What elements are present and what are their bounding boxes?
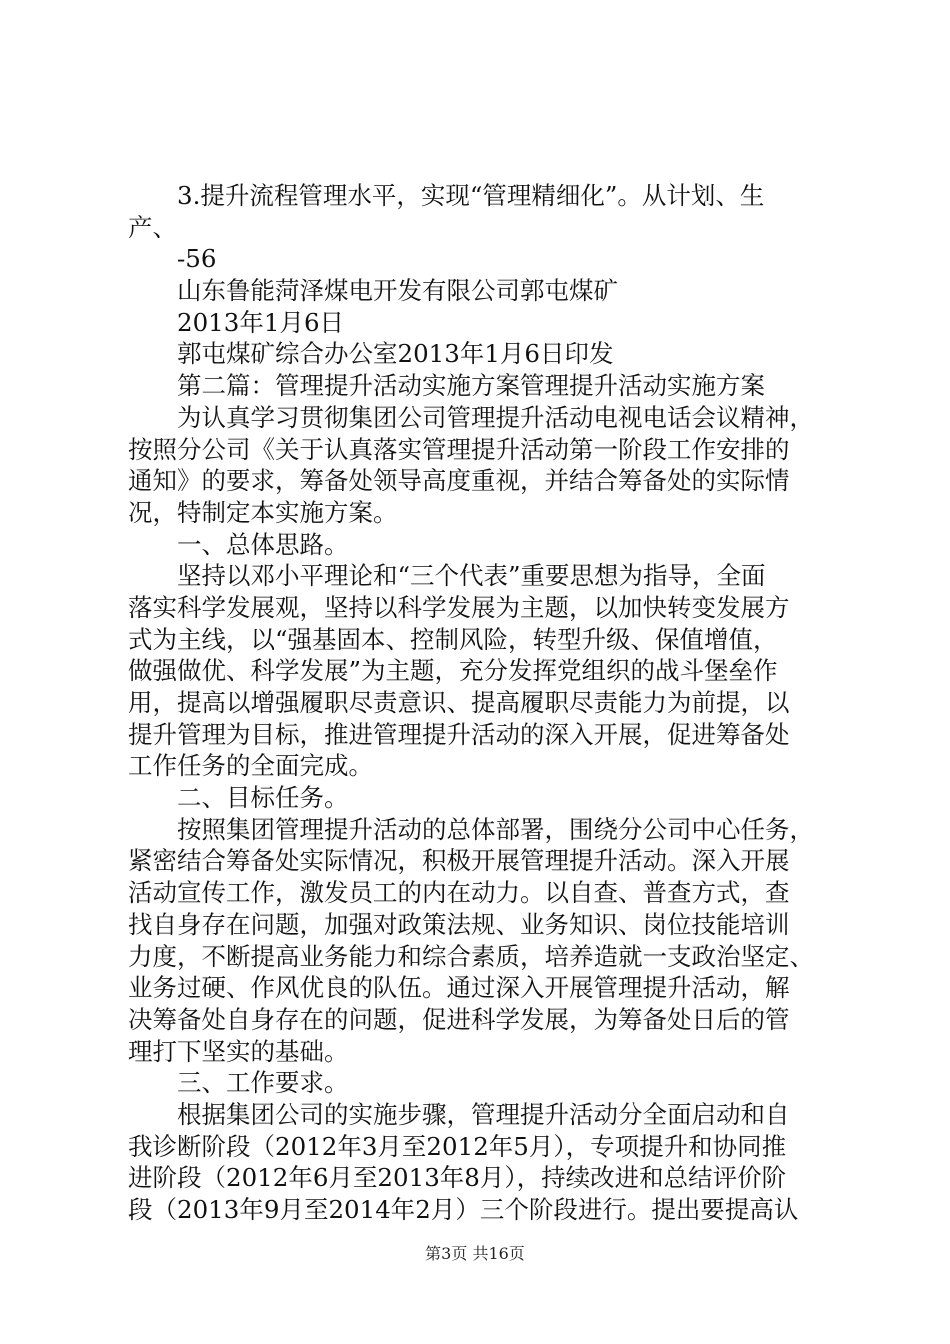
text-line: 坚持以邓小平理论和“三个代表”重要思想为指导，全面 — [177, 561, 766, 591]
text-line: 理打下坚实的基础。 — [128, 1036, 349, 1066]
text-line: 2013年1月6日 — [177, 307, 345, 337]
text-line: 按照集团管理提升活动的总体部署，围绕分公司中心任务， — [177, 814, 814, 844]
text-line: 山东鲁能菏泽煤电开发有限公司郭屯煤矿 — [177, 276, 618, 306]
text-line: 落实科学发展观，坚持以科学发展为主题，以加快转变发展方 — [128, 592, 790, 622]
text-line: 式为主线，以“强基固本、控制风险，转型升级、保值增值， — [128, 624, 778, 654]
text-line: -56 — [177, 244, 217, 274]
text-line: 活动宣传工作，激发员工的内在动力。以自查、普查方式，查 — [128, 878, 790, 908]
text-line: 3.提升流程管理水平，实现“管理精细化”。从计划、生 — [177, 181, 765, 210]
text-line: 一、总体思路。 — [177, 529, 349, 559]
document-body — [128, 180, 838, 1226]
text-line: 段（2013年9月至2014年2月）三个阶段进行。提出要提高认 — [128, 1195, 799, 1224]
text-line: 用，提高以增强履职尽责意识、提高履职尽责能力为前提，以 — [128, 688, 790, 717]
text-line: 工作任务的全面完成。 — [128, 751, 373, 781]
text-line: 力度，不断提高业务能力和综合素质，培养造就一支政治坚定、 — [128, 941, 814, 971]
text-line: 决筹备处自身存在的问题，促进科学发展，为筹备处日后的管 — [128, 1004, 790, 1034]
text-line: 为认真学习贯彻集团公司管理提升活动电视电话会议精神， — [177, 402, 814, 432]
text-line: 二、目标任务。 — [177, 783, 349, 813]
text-line: 提升管理为目标，推进管理提升活动的深入开展，促进筹备处 — [128, 719, 790, 749]
page-footer: 第3页 共16页 — [425, 1244, 525, 1263]
text-line: 根据集团公司的实施步骤，管理提升活动分全面启动和自 — [177, 1099, 790, 1129]
text-line: 通知》的要求，筹备处领导高度重视，并结合筹备处的实际情 — [128, 466, 790, 496]
text-line: 按照分公司《关于认真落实管理提升活动第一阶段工作安排的 — [128, 434, 790, 464]
text-line: 况，特制定本实施方案。 — [128, 497, 398, 527]
text-line: 紧密结合筹备处实际情况，积极开展管理提升活动。深入开展 — [128, 846, 790, 876]
text-line: 三、工作要求。 — [177, 1068, 349, 1098]
text-line: 做强做优、科学发展”为主题，充分发挥党组织的战斗堡垒作 — [128, 656, 778, 686]
text-line: 业务过硬、作风优良的队伍。通过深入开展管理提升活动，解 — [128, 973, 790, 1003]
text-line: 郭屯煤矿综合办公室2013年1月6日印发 — [177, 339, 614, 369]
text-line: 找自身存在问题，加强对政策法规、业务知识、岗位技能培训 — [128, 909, 790, 939]
text-line: 我诊断阶段（2012年3月至2012年5月），专项提升和协同推 — [128, 1131, 787, 1161]
text-line: 产、 — [128, 212, 177, 242]
text-line: 进阶段（2012年6月至2013年8月），持续改进和总结评价阶 — [128, 1163, 787, 1193]
text-line: 第二篇：管理提升活动实施方案管理提升活动实施方案 — [177, 371, 765, 401]
